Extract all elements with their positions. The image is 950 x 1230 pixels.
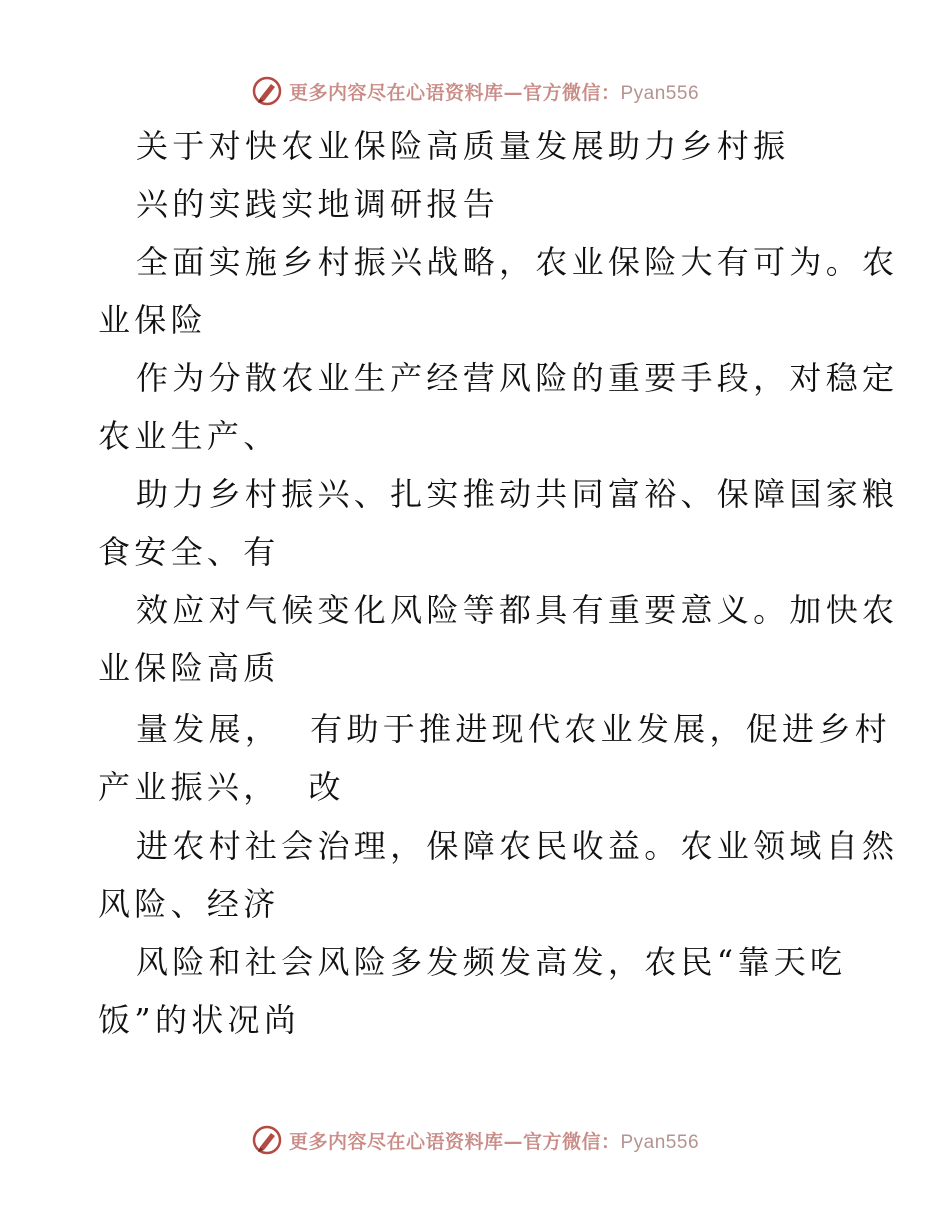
- paragraph-line: 风险、经济: [98, 885, 280, 923]
- document-title-line-1: 关于对快农业保险高质量发展助力乡村振: [136, 127, 790, 165]
- document-title-line-2: 兴的实践实地调研报告: [136, 185, 500, 223]
- paragraph-line: 风险和社会风险多发频发高发，农民“靠天吃: [136, 943, 847, 981]
- paragraph-line: 全面实施乡村振兴战略，农业保险大有可为。农: [136, 243, 899, 281]
- paragraph-line: 饭”的状况尚: [98, 1001, 301, 1039]
- footer-dash: —: [503, 1130, 523, 1153]
- paragraph-line: 业保险: [98, 301, 207, 339]
- header-wechat-label: 官方微信：: [522, 81, 621, 104]
- paragraph-line: 进农村社会治理，保障农民收益。农业领域自然: [136, 827, 899, 865]
- paragraph-line: 效应对气候变化风险等都具有重要意义。加快农: [136, 591, 899, 629]
- paragraph-line: 业保险高质: [98, 649, 280, 687]
- header-dash: —: [503, 81, 523, 104]
- footer-brand-line: [289, 1127, 699, 1154]
- paragraph-line: 助力乡村振兴、扎实推动共同富裕、保障国家粮: [136, 475, 899, 513]
- footer-wechat-label: 官方微信：: [522, 1130, 621, 1153]
- paragraph-line: 食安全、有: [98, 533, 280, 571]
- paragraph-line: 产业振兴， 改: [98, 768, 345, 806]
- pen-logo-icon: [251, 1124, 283, 1156]
- header-brand-text: 更多内容尽在心语资料库: [288, 81, 504, 104]
- paragraph-line: 量发展， 有助于推进现代农业发展，促进乡村: [136, 710, 891, 748]
- header-wechat-id: Pyan556: [620, 82, 700, 104]
- footer-brand-text: 更多内容尽在心语资料库: [288, 1130, 504, 1153]
- paragraph-line: 作为分散农业生产经营风险的重要手段，对稳定: [136, 359, 899, 397]
- paragraph-line: 农业生产、: [98, 417, 280, 455]
- footer-watermark: [0, 1120, 950, 1160]
- footer-wechat-id: Pyan556: [620, 1131, 700, 1153]
